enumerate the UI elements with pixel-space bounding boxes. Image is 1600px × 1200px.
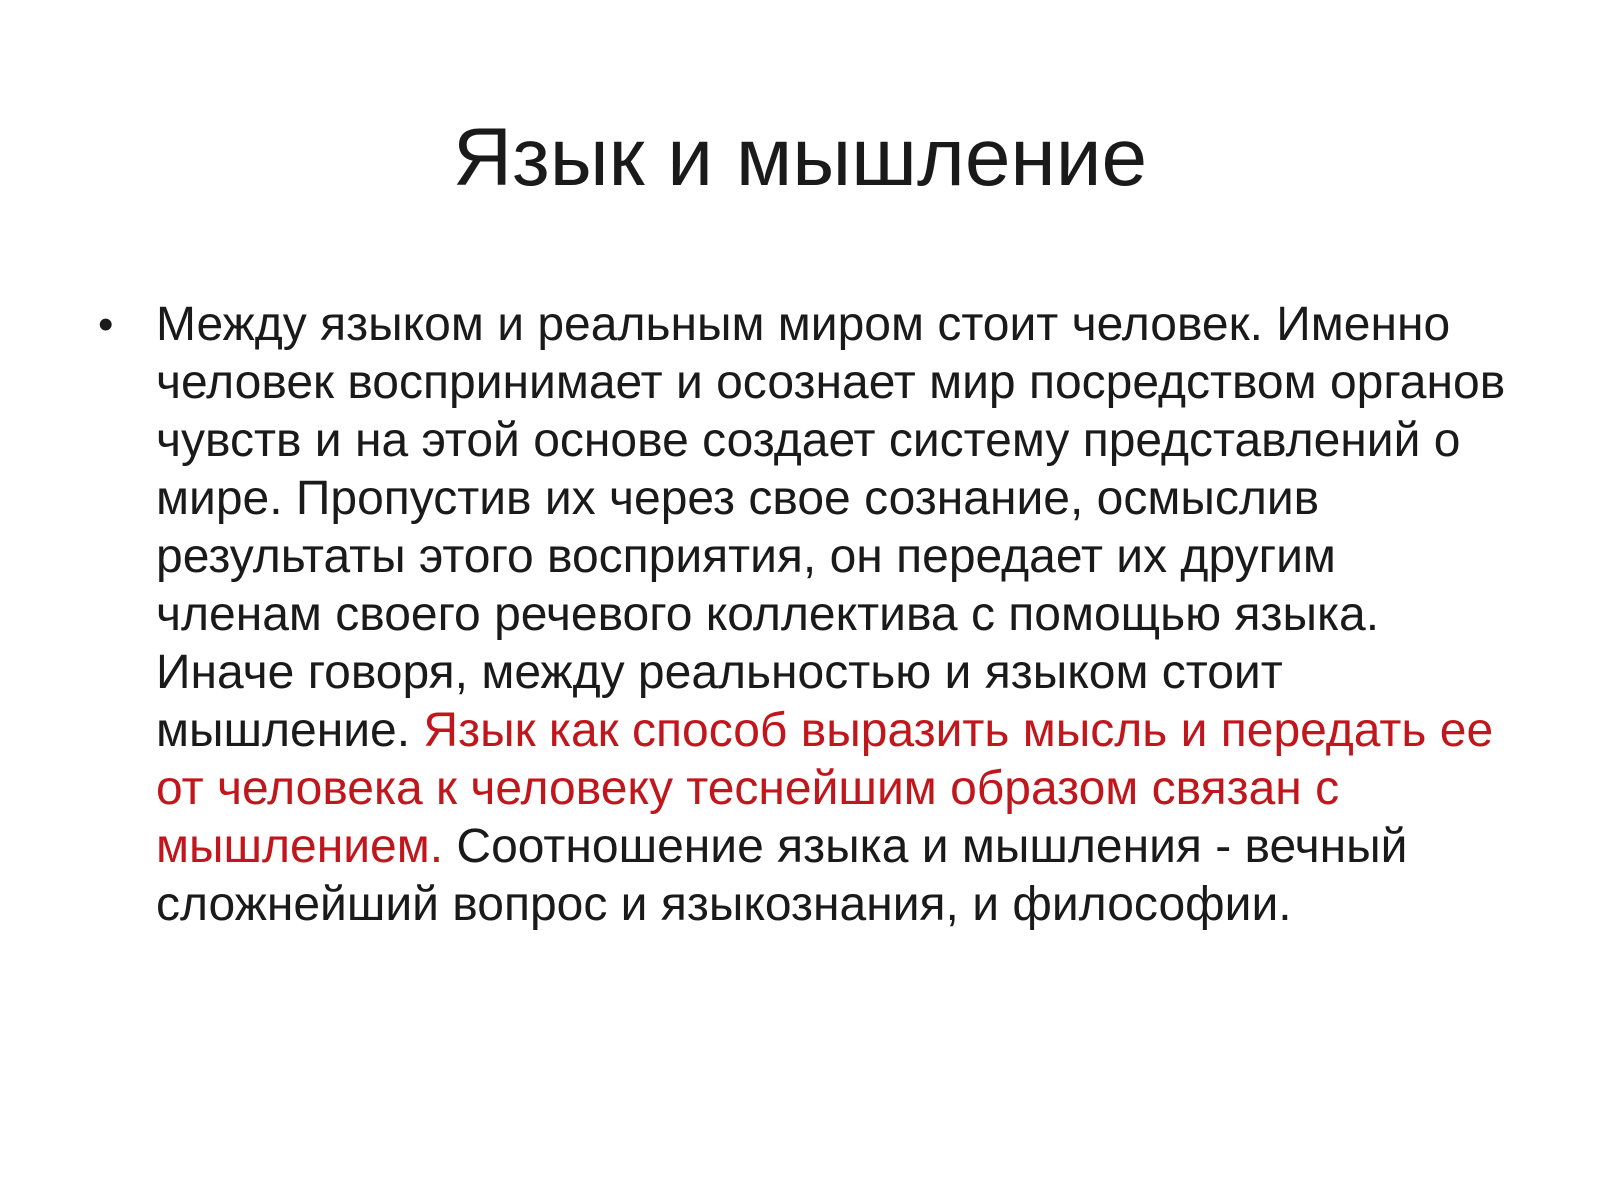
bullet-item [92,296,1512,934]
bullet-text-conclusion: Соотношение языка и мышления - вечный сложнейший вопрос и языкознания, и философии. [156,820,1408,931]
bullet-text-highlight: Язык как способ выразить мысль и передать ее от человека к человеку теснейшим образом связан с мышлением. [156,704,1494,873]
bullet-list [92,296,1512,934]
bullet-text-intro: Между языком и реальным миром стоит человек. Именно человек воспринимает и осознает мир посредством органов чувств и на этой основе создает систему представлений о мире. Пропустив их через свое сознание, осмыслив результаты этого восприятия, он передает их другим членам своего речевого коллектива с помощью языка. Иначе говоря, между реальностью и языком стоит мышление. [156,298,1506,757]
bullet-marker: • [98,300,114,349]
slide-title: Язык и мышление [452,112,1148,203]
